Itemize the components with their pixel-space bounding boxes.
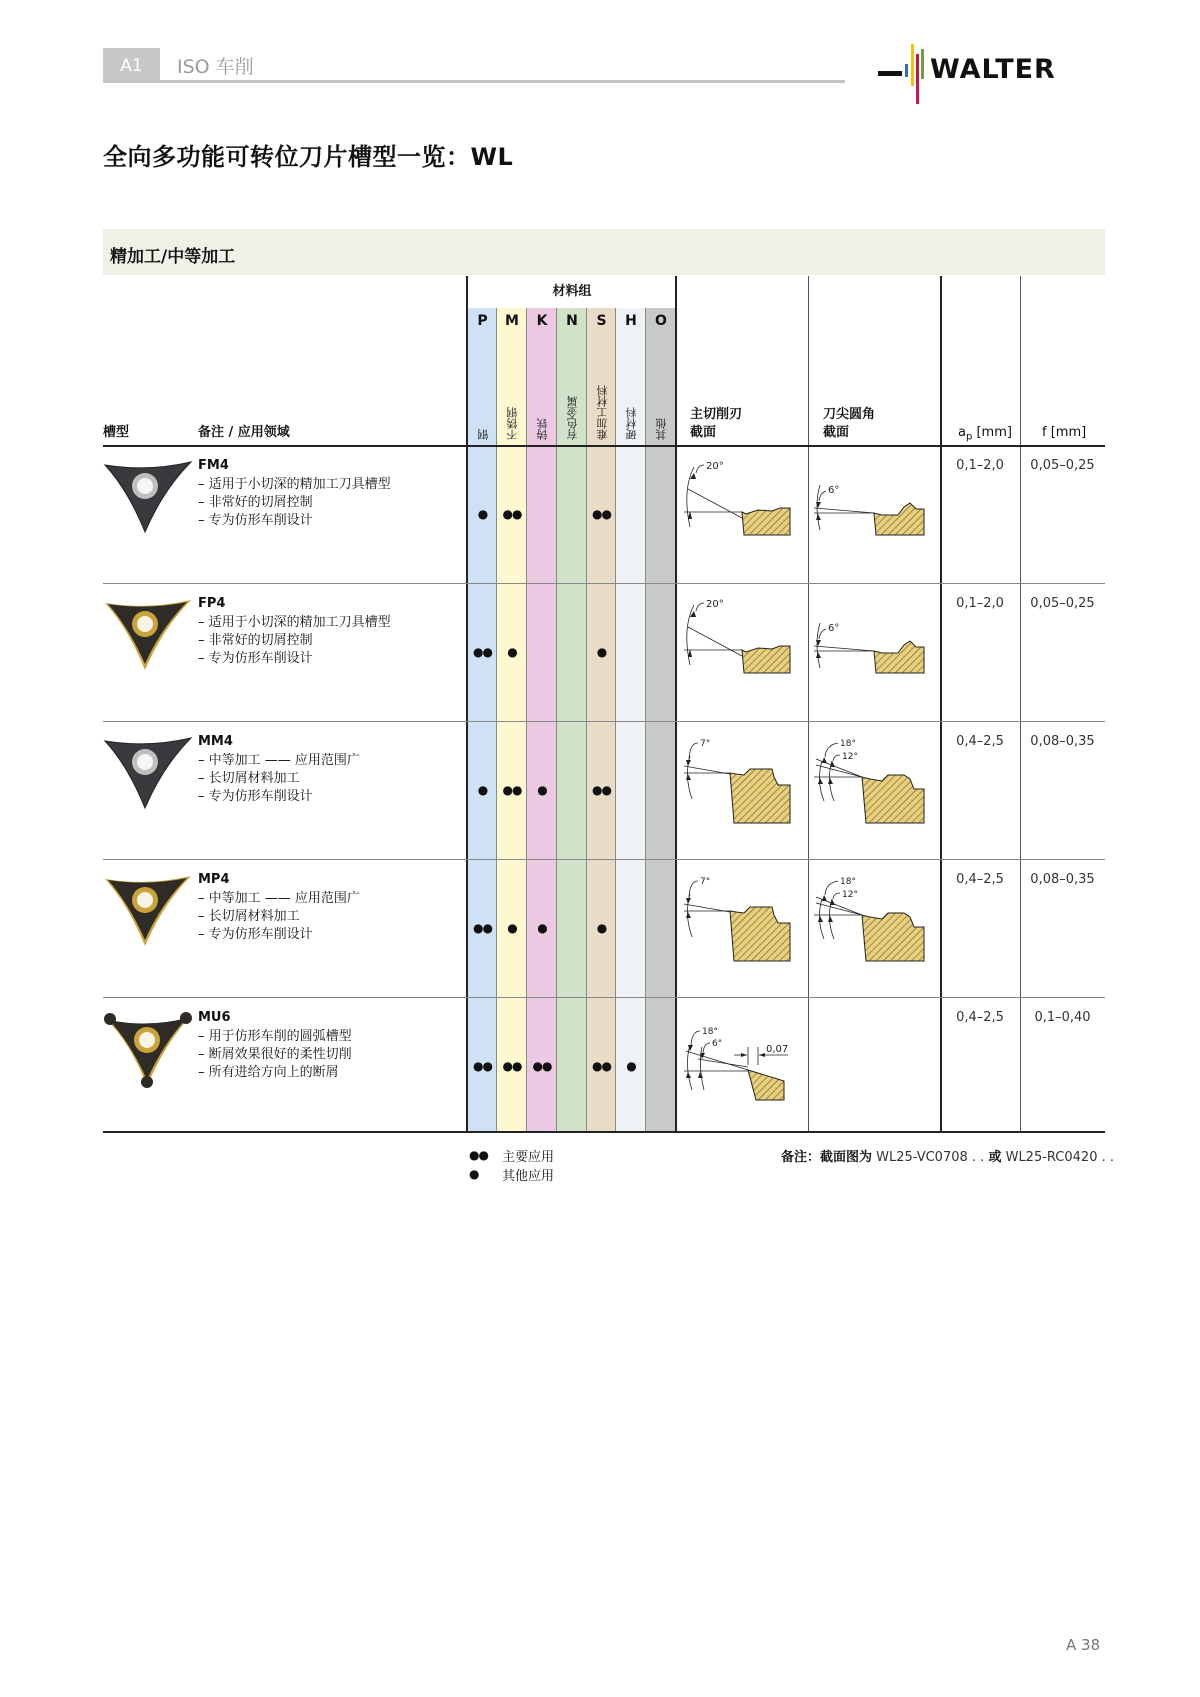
material-letter-s: S: [596, 313, 607, 329]
ap-value: 0,4–2,5: [956, 734, 1004, 749]
main-edge-diagram: [680, 455, 805, 549]
header-geometry: 槽型: [103, 425, 130, 440]
f-value: 0,05–0,25: [1030, 458, 1095, 473]
insert-note: – 专为仿形车削设计: [198, 927, 313, 942]
insert-name: FM4: [198, 458, 229, 473]
legend-label-main: 主要应用: [502, 1150, 555, 1165]
insert-note: – 长切屑材料加工: [198, 909, 300, 924]
material-letter-n: N: [566, 313, 578, 329]
corner-diagram: [812, 593, 937, 687]
rating-s: ●: [596, 645, 607, 659]
insert-name: MP4: [198, 872, 230, 887]
insert-image-fm4: [103, 460, 193, 539]
insert-note: – 专为仿形车削设计: [198, 789, 313, 804]
material-group-label: 材料组: [552, 284, 592, 299]
insert-note: – 专为仿形车削设计: [198, 651, 313, 666]
rating-k: ●●: [532, 1059, 552, 1073]
insert-note: – 非常好的切屑控制: [198, 633, 313, 648]
insert-name: MU6: [198, 1010, 231, 1025]
svg-text:12°: 12°: [842, 890, 858, 900]
legend-symbol-main: ●●: [469, 1148, 488, 1162]
f-value: 0,05–0,25: [1030, 596, 1095, 611]
main-edge-diagram: [680, 869, 805, 973]
insert-note: – 长切屑材料加工: [198, 771, 300, 786]
main-edge-diagram: [680, 1015, 805, 1119]
svg-text:6°: 6°: [712, 1039, 723, 1049]
rating-s: ●●: [592, 1059, 611, 1073]
main-edge-diagram: [680, 731, 805, 835]
svg-text:20°: 20°: [706, 599, 724, 610]
header-corner: 刀尖圆角 截面: [823, 407, 876, 440]
rating-p: ●: [477, 507, 488, 521]
insert-image-mm4: [103, 736, 193, 815]
f-value: 0,08–0,35: [1030, 734, 1095, 749]
rating-m: ●: [507, 921, 517, 935]
header-rule: [103, 80, 845, 83]
material-name-n: 有色金属: [566, 396, 579, 440]
material-name-o: 其他: [655, 418, 668, 440]
material-name-m: 不锈钢: [506, 407, 519, 440]
row-divider: [103, 721, 1105, 722]
ap-value: 0,1–2,0: [956, 596, 1004, 611]
section-band: [103, 229, 1105, 275]
material-name-h: 硬材料: [625, 407, 638, 440]
svg-text:12°: 12°: [842, 752, 858, 762]
svg-text:6°: 6°: [828, 623, 840, 634]
insert-note: – 中等加工 —— 应用范围广: [198, 891, 360, 906]
rating-p: ●●: [473, 645, 492, 659]
material-name-k: 铸铁: [536, 418, 549, 440]
rating-s: ●: [596, 921, 607, 935]
f-value: 0,08–0,35: [1030, 872, 1095, 887]
rating-m: ●●: [502, 1059, 522, 1073]
insert-note: – 用于仿形车削的圆弧槽型: [198, 1029, 352, 1044]
table-bottom-rule: [103, 1131, 1105, 1133]
ap-value: 0,4–2,5: [956, 1010, 1004, 1025]
legend-symbol-other: ●: [469, 1167, 479, 1181]
corner-diagram: [812, 869, 937, 973]
rating-p: ●●: [473, 921, 492, 935]
insert-note: – 适用于小切深的精加工刀具槽型: [198, 615, 391, 630]
material-letter-k: K: [536, 313, 548, 329]
f-value: 0,1–0,40: [1034, 1010, 1091, 1025]
insert-name: FP4: [198, 596, 226, 611]
svg-text:6°: 6°: [828, 485, 840, 496]
page-number: A 38: [1066, 1636, 1101, 1654]
svg-text:20°: 20°: [706, 461, 724, 472]
legend-label-other: 其他应用: [502, 1169, 555, 1184]
table-divider: [940, 276, 942, 1131]
material-letter-o: O: [655, 313, 667, 329]
rating-p: ●: [477, 783, 488, 797]
material-letter-m: M: [505, 313, 519, 329]
corner-diagram: [812, 455, 937, 549]
insert-image-mu6: [103, 1010, 193, 1094]
page-title: 全向多功能可转位刀片槽型一览：WL: [103, 143, 514, 171]
insert-name: MM4: [198, 734, 233, 749]
chapter-title: ISO 车削: [177, 56, 254, 78]
main-edge-diagram: [680, 593, 805, 687]
insert-image-mp4: [103, 874, 193, 953]
footnote: 备注：截面图为 WL25-VC0708 . . 或 WL25-RC0420 . .: [781, 1150, 1114, 1165]
walter-logo: [878, 44, 1108, 104]
insert-note: – 所有进给方向上的断屑: [198, 1065, 339, 1080]
insert-note: – 适用于小切深的精加工刀具槽型: [198, 477, 391, 492]
section-title: 精加工/中等加工: [110, 247, 236, 267]
table-divider: [808, 276, 809, 1131]
table-divider: [1020, 276, 1021, 1131]
svg-text:18°: 18°: [840, 877, 856, 887]
row-divider: [103, 997, 1105, 998]
insert-note: – 断屑效果很好的柔性切削: [198, 1047, 352, 1062]
rating-m: ●●: [502, 507, 522, 521]
rating-k: ●: [537, 783, 547, 797]
corner-diagram: [812, 731, 937, 835]
header-main-edge: 主切削刃 截面: [690, 407, 743, 440]
row-divider: [103, 859, 1105, 860]
rating-m: ●: [507, 645, 517, 659]
header-ap: $a_p$ [mm]: [958, 425, 1012, 443]
insert-image-fp4: [103, 598, 193, 677]
material-name-p: 钢: [477, 429, 490, 440]
material-name-s: 难加工材料: [596, 385, 609, 440]
svg-text:18°: 18°: [840, 739, 856, 749]
rating-m: ●●: [502, 783, 522, 797]
rating-p: ●●: [473, 1059, 492, 1073]
insert-note: – 中等加工 —— 应用范围广: [198, 753, 360, 768]
svg-text:7°: 7°: [700, 877, 711, 887]
rating-k: ●: [537, 921, 547, 935]
header-f: f [mm]: [1042, 425, 1087, 440]
insert-note: – 非常好的切屑控制: [198, 495, 313, 510]
material-letter-h: H: [625, 313, 637, 329]
rating-h: ●: [626, 1059, 636, 1073]
row-divider: [103, 583, 1105, 584]
ap-value: 0,4–2,5: [956, 872, 1004, 887]
header-notes: 备注 / 应用领域: [198, 425, 290, 440]
rating-s: ●●: [592, 507, 611, 521]
insert-note: – 专为仿形车削设计: [198, 513, 313, 528]
header-bottom-rule: [103, 445, 1105, 447]
chapter-code: A1: [103, 48, 160, 82]
brand-name: WALTER: [930, 54, 1056, 85]
material-letter-p: P: [477, 313, 488, 329]
rating-s: ●●: [592, 783, 611, 797]
svg-text:7°: 7°: [700, 739, 711, 749]
svg-text:0,07: 0,07: [766, 1044, 789, 1055]
ap-value: 0,1–2,0: [956, 458, 1004, 473]
svg-text:18°: 18°: [702, 1027, 718, 1037]
